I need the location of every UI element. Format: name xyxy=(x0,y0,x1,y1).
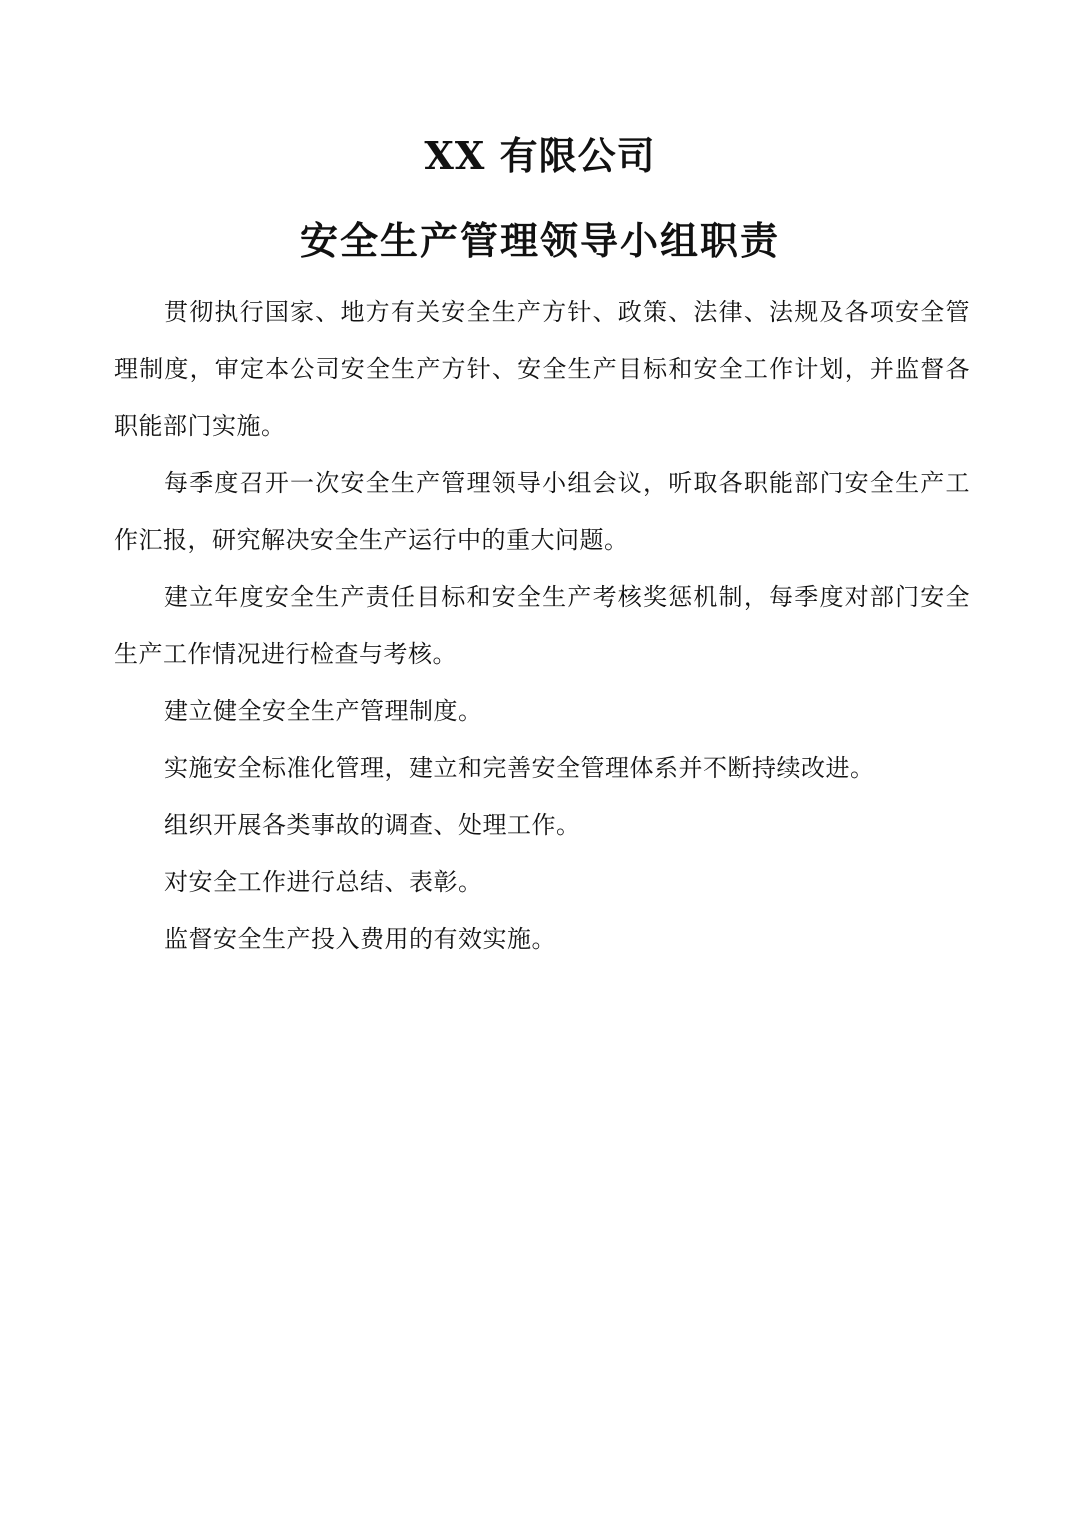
page-title: 安全生产管理领导小组职责 xyxy=(299,218,780,263)
document-body xyxy=(114,284,970,968)
paragraph-6: 组织开展各类事故的调查、处理工作。 xyxy=(164,811,581,839)
paragraph-3: 建立年度安全生产责任目标和安全生产考核奖惩机制，每季度对部门安全生产工作情况进行检查与考核。 xyxy=(114,583,970,668)
paragraph-5: 实施安全标准化管理，建立和完善安全管理体系并不断持续改进。 xyxy=(164,754,875,782)
paragraph-1: 贯彻执行国家、地方有关安全生产方针、政策、法律、法规及各项安全管理制度，审定本公司安全生产方针、安全生产目标和安全工作计划，并监督各职能部门实施。 xyxy=(114,298,970,440)
paragraph-4: 建立健全安全生产管理制度。 xyxy=(164,697,483,725)
paragraph-7: 对安全工作进行总结、表彰。 xyxy=(164,868,483,896)
paragraph-2: 每季度召开一次安全生产管理领导小组会议，听取各职能部门安全生产工作汇报，研究解决安全生产运行中的重大问题。 xyxy=(114,469,970,554)
company-title: XX 有限公司 xyxy=(424,133,656,178)
paragraph-8: 监督安全生产投入费用的有效实施。 xyxy=(164,925,556,953)
